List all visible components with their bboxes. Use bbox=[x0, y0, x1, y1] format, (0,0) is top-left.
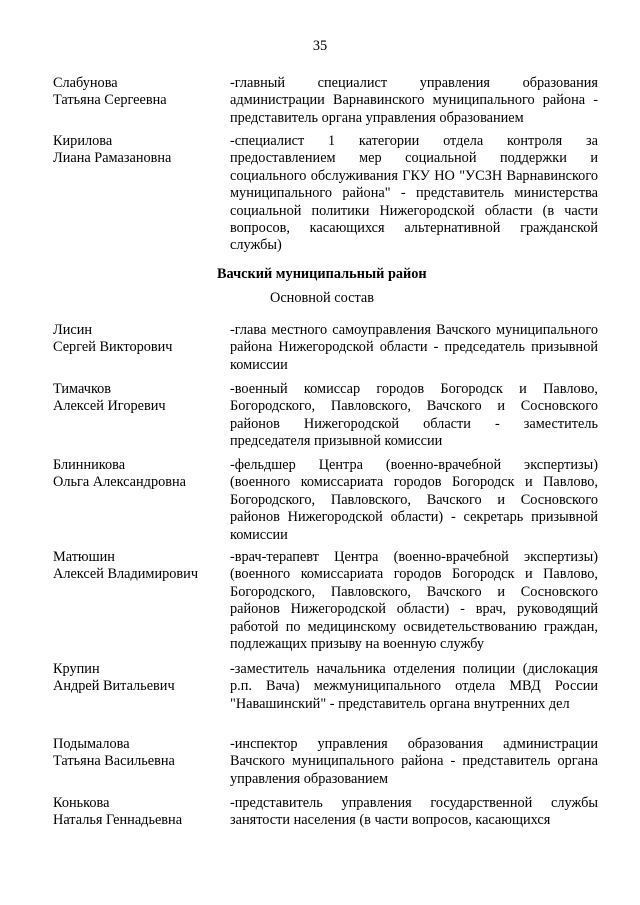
member-role: -врач-терапевт Центра (военно-врачебной экспертизы) (военного комиссариата городов Богородск и Павлово, Богородского, Павловского, Вачского и Сосновского районов Нижегородской области) - врач, руководящий работой по медицинскому освидетельствованию граждан, подлежащих призыву на военную службу bbox=[230, 549, 598, 653]
member-surname: Крупин bbox=[53, 661, 100, 677]
member-name bbox=[53, 661, 223, 696]
page-number: 35 bbox=[312, 38, 328, 54]
member-given-names: Алексей Игоревич bbox=[53, 398, 166, 415]
member-given-names: Ольга Александровна bbox=[53, 474, 186, 491]
member-given-names: Сергей Викторович bbox=[53, 339, 173, 356]
member-surname: Матюшин bbox=[53, 549, 115, 565]
member-name bbox=[53, 549, 223, 584]
member-name bbox=[53, 322, 223, 357]
member-role: -глава местного самоуправления Вачского муниципального района Нижегородской области - председатель призывной комиссии bbox=[230, 322, 598, 373]
composition-subtitle: Основной состав bbox=[270, 290, 374, 306]
member-surname: Тимачков bbox=[53, 381, 112, 397]
member-role: -заместитель начальника отделения полиции (дислокация р.п. Вача) межмуниципального отдела МВД России "Навашинский" - представитель органа внутренних дел bbox=[230, 661, 598, 712]
district-title: Вачский муниципальный район bbox=[217, 266, 427, 282]
member-name bbox=[53, 736, 223, 771]
member-role: -военный комиссар городов Богородск и Павлово, Богородского, Павловского, Вачского и Сосновского районов Нижегородской области - заместитель председателя призывной комиссии bbox=[230, 381, 598, 450]
member-given-names: Татьяна Васильевна bbox=[53, 753, 175, 770]
member-name bbox=[53, 457, 223, 492]
member-surname: Конькова bbox=[53, 795, 110, 811]
member-given-names: Андрей Витальевич bbox=[53, 678, 175, 695]
member-given-names: Лиана Рамазановна bbox=[53, 150, 172, 167]
member-name bbox=[53, 133, 223, 168]
member-role: -фельдшер Центра (военно-врачебной экспертизы) (военного комиссариата городов Богородск и Павлово, Богородского, Павловского, Вачского и Сосновского районов Нижегородской области) - секретарь призывной комиссии bbox=[230, 457, 598, 543]
member-name bbox=[53, 795, 223, 830]
member-surname: Подымалова bbox=[53, 736, 130, 752]
member-role: -главный специалист управления образования администрации Варнавинского муниципального района - представитель органа управления образованием bbox=[230, 75, 598, 126]
member-surname: Кирилова bbox=[53, 133, 113, 149]
member-given-names: Алексей Владимирович bbox=[53, 566, 199, 583]
member-role: -инспектор управления образования администрации Вачского муниципального района - представитель органа управления образованием bbox=[230, 736, 598, 787]
member-given-names: Татьяна Сергеевна bbox=[53, 92, 167, 109]
member-surname: Лисин bbox=[53, 322, 92, 338]
member-name bbox=[53, 381, 223, 416]
member-role: -представитель управления государственной службы занятости населения (в части вопросов, касающихся bbox=[230, 795, 598, 829]
member-surname: Блинникова bbox=[53, 457, 126, 473]
member-given-names: Наталья Геннадьевна bbox=[53, 812, 183, 829]
member-name bbox=[53, 75, 223, 110]
member-surname: Слабунова bbox=[53, 75, 118, 91]
member-role: -специалист 1 категории отдела контроля за предоставлением мер социальной поддержки и социального обслуживания ГКУ НО "УСЗН Варнавинского муниципального района" - представитель министерства социальной политики Нижегородской области (в части вопросов, касающихся альтернативной гражданской службы) bbox=[230, 133, 598, 254]
